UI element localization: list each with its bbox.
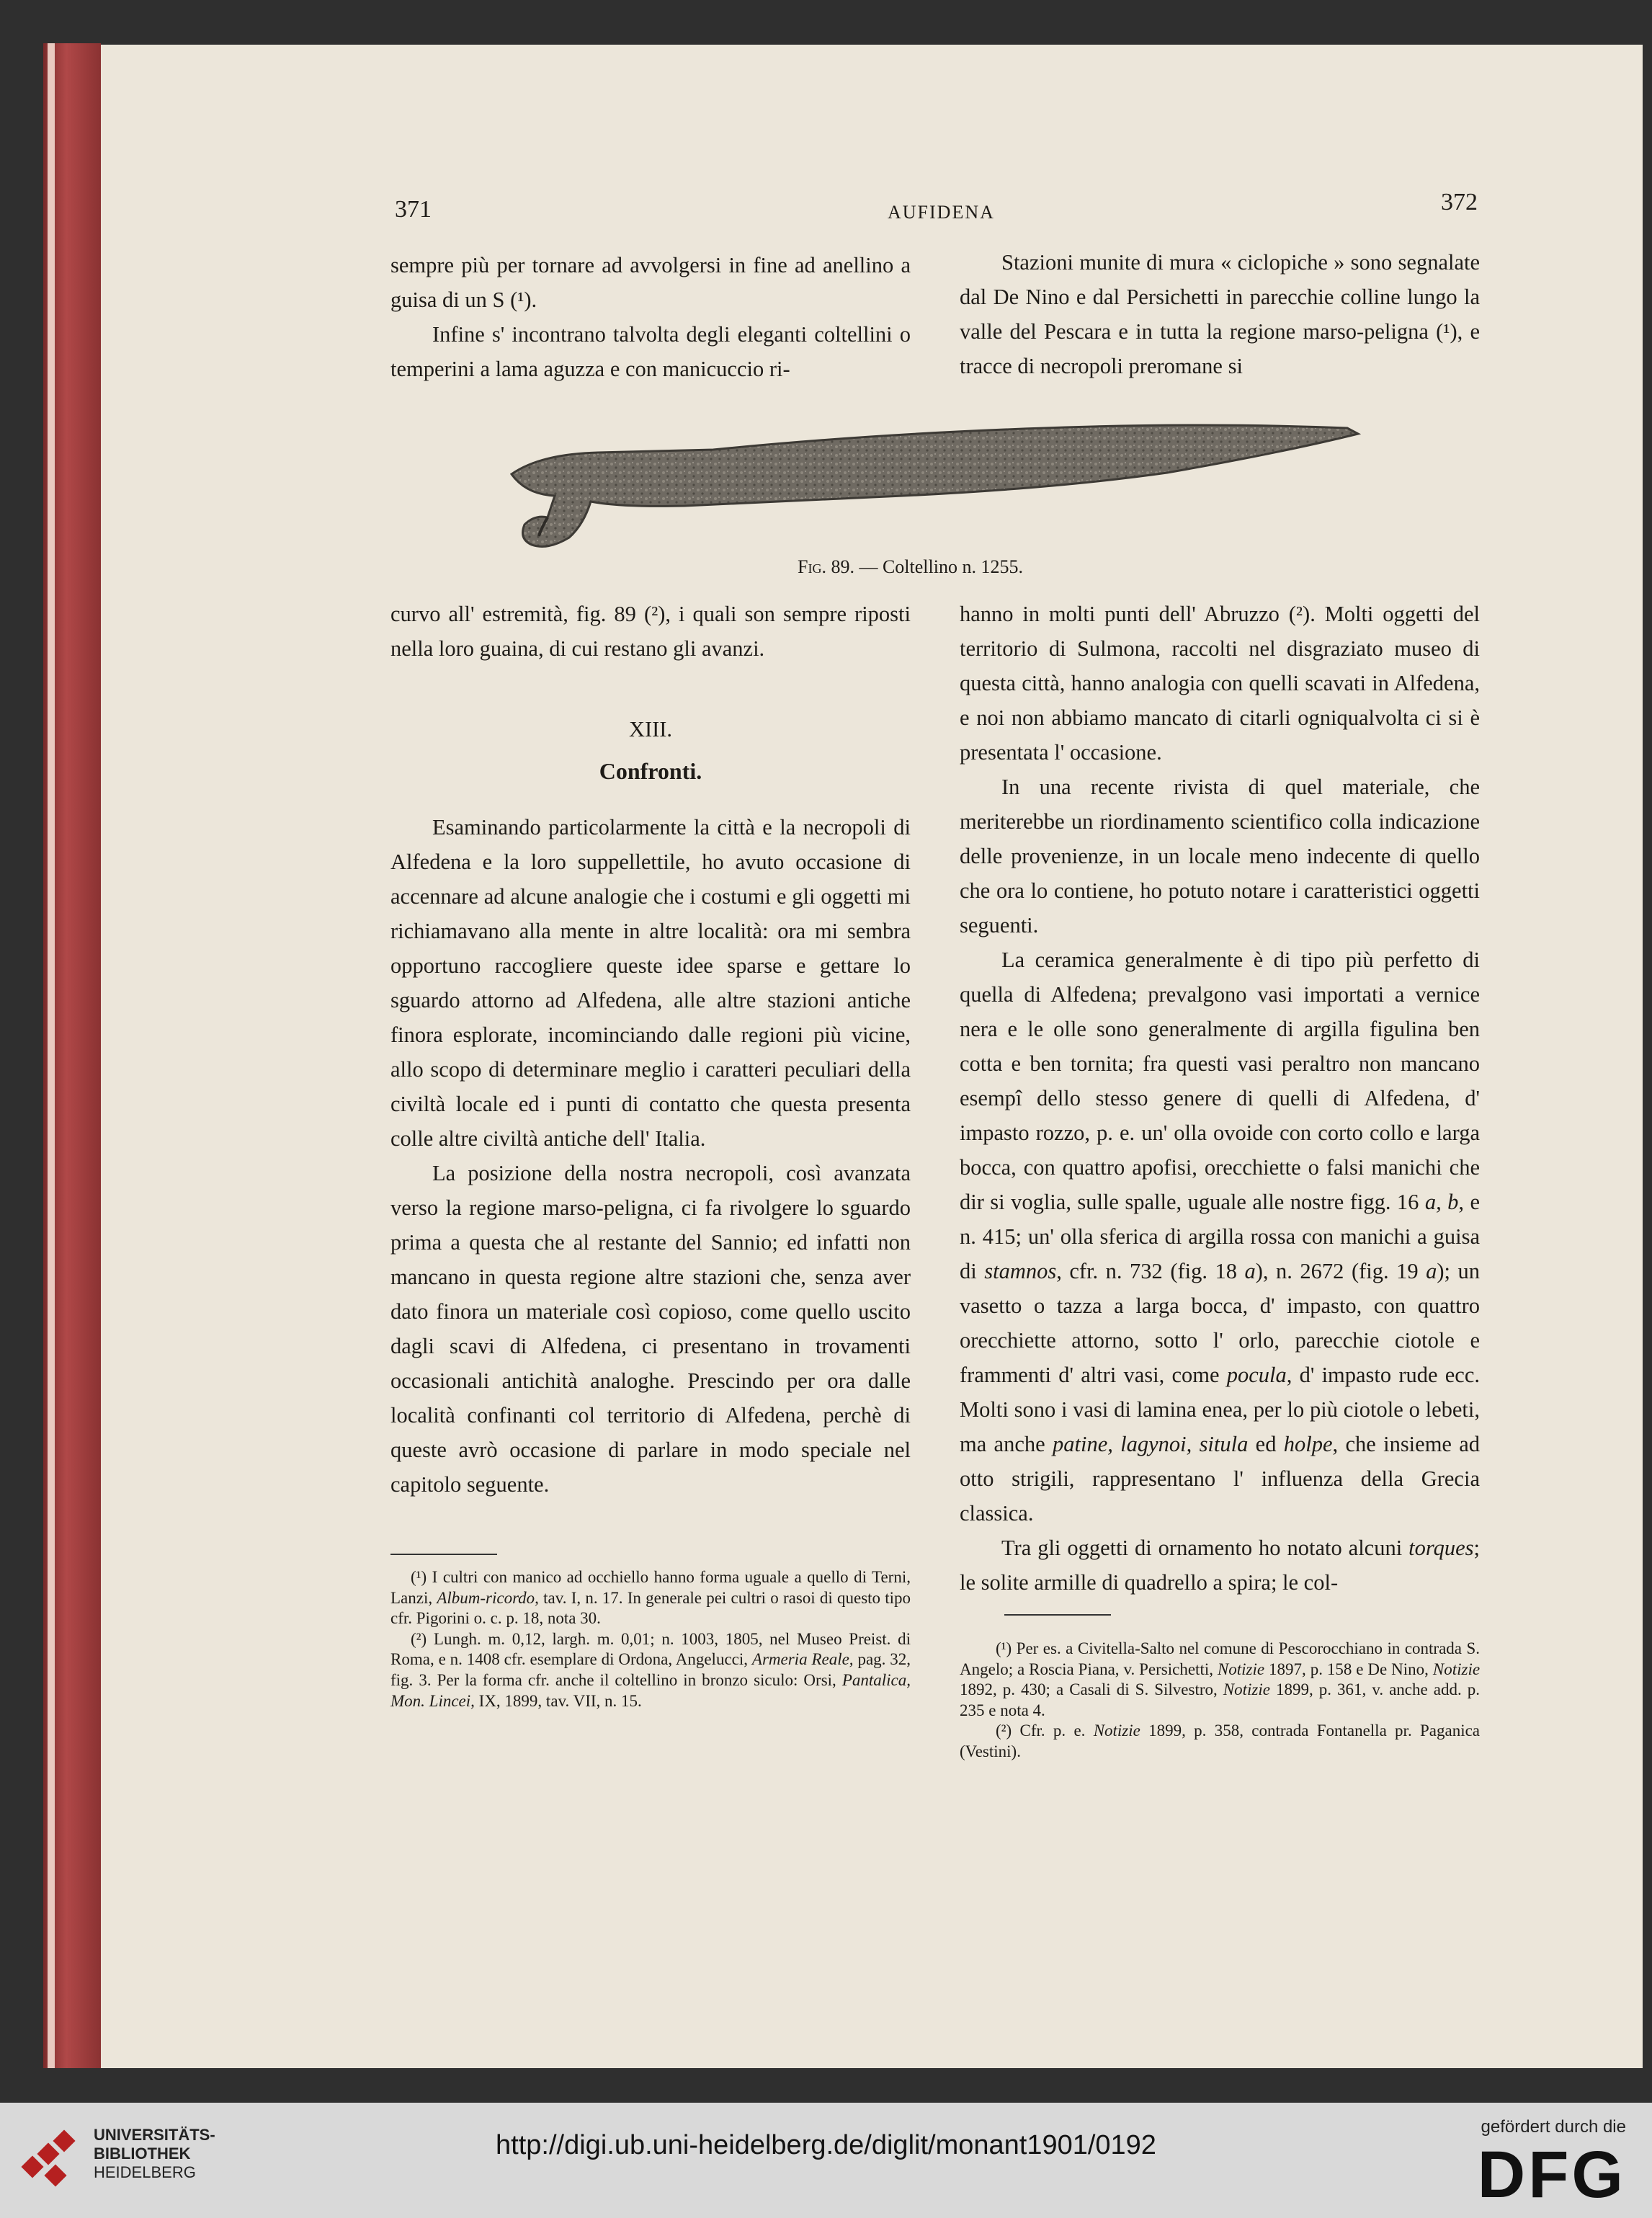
paragraph: La posizione della nostra necropoli, così avanzata verso la regione marso-peligna, ci fa rivolgere lo sguardo prima a questa che al restante del Sannio; ed infatti non mancano in questa regione altre stazioni che, senza aver dato finora un materiale così copioso, come quello uscito dagli scavi di Alfedena, ci presentano in trovamenti occasionali antichità analoghe. Prescindo per ora dalle località confinanti col territorio di Alfedena, perchè di queste avrò occasione di parlare in modo speciale nel capitolo seguente. [390, 1161, 911, 1497]
footnote: (²) Lungh. m. 0,12, largh. m. 0,01; n. 1003, 1805, nel Museo Preist. di Roma, e n. 1408 cfr. esemplare di Ordona, Angelucci, Armeria Reale, pag. 32, fig. 3. Per la forma cfr. anche il coltellino in bronzo siculo: Orsi, Pantalica, Mon. Lincei, IX, 1899, tav. VII, n. 15. [390, 1629, 911, 1710]
footnote: (²) Cfr. p. e. Notizie 1899, p. 358, contrada Fontanella pr. Paganica (Vestini). [960, 1722, 1480, 1760]
figure-label: Fig. 89. [798, 556, 854, 577]
footnote-rule-right [1004, 1614, 1111, 1616]
paragraph: Esaminando particolarmente la città e la necropoli di Alfedena e la loro suppellettile, ho avuto occasione di accennare ad alcune analogie che i costumi e gli oggetti mi richiamavano alla mente in altre località: ora mi sembra opportuno raccogliere queste idee sparse e gettare lo sguardo attorno ad Alfedena, alle altre stazioni antiche finora esplorate, incominciando dalle regioni più vicine, allo scopo di determinare meglio i caratteri peculiari della civiltà locale ed i punti di contatto che questa presenta colle altre civiltà antiche dell' Italia. [390, 815, 911, 1151]
funding-label: gefördert durch die [1481, 2117, 1626, 2137]
right-column-bottom [960, 597, 1480, 1600]
section-number: XIII. [628, 717, 673, 741]
paragraph: Stazioni munite di mura « ciclopiche » sono segnalate dal De Nino e dal Persichetti in parecchie colline lungo la valle del Pescara e in tutta la regione marso-peligna (¹), e tracce di necropoli preromane si [960, 250, 1480, 378]
right-column-top [960, 245, 1480, 383]
paragraph: La ceramica generalmente è di tipo più perfetto di quella di Alfedena; prevalgono vasi importati a vernice nera e le olle sono generalmente di argilla figulina ben cotta e ben tornita; fra questi vasi peraltro non mancano esempî dello stesso genere di quelli di Alfedena, d' impasto rozzo, p. e. un' olla ovoide con corto collo e larga bocca, con quattro apofisi, orecchiette o falsi manichi che dir si voglia, sulle spalle, uguale alle nostre figg. 16 a, b, e n. 415; un' olla sferica di argilla rossa con manichi a guisa di stamnos, cfr. n. 732 (fig. 18 a), n. 2672 (fig. 19 a); un vasetto o tazza a larga bocca, d' impasto, con quattro orecchiette attorno, sotto l' orlo, parecchie ciotole e frammenti d' altri vasi, come pocula, d' impasto rude ecc. Molti sono i vasi di lamina enea, per lo più ciotole o lebeti, ma anche patine, lagynoi, situla ed holpe, che insieme ad otto strigili, rappresentano l' influenza della Grecia classica. [960, 948, 1481, 1526]
left-column-bottom [390, 597, 911, 1502]
left-page-number: 371 [395, 196, 432, 223]
knife-figure [497, 409, 1362, 561]
knife-blade [512, 425, 1358, 546]
footnotes-left [390, 1567, 911, 1711]
section-title: Confronti. [599, 758, 702, 784]
permalink-url[interactable]: http://digi.ub.uni-heidelberg.de/diglit/monant1901/0192 [496, 2130, 1156, 2160]
dfg-logo[interactable]: DFG [1477, 2138, 1626, 2212]
left-column-top [390, 248, 911, 386]
paragraph: In una recente rivista di quel materiale, che meriterebbe un riordinamento scientifico colla indicazione delle provenienze, in un locale meno indecente di quello che ora lo contiene, ho potuto notare i caratteristici oggetti seguenti. [960, 775, 1480, 937]
paragraph: sempre più per tornare ad avvolgersi in fine ad anellino a guisa di un S (¹). [390, 253, 911, 312]
paragraph: hanno in molti punti dell' Abruzzo (²). Molti oggetti del territorio di Sulmona, raccolti nel disgraziato museo di questa città, hanno analogia con quelli scavati in Alfedena, e noi non abbiamo mancato di citarli ogniqualvolta ci si è presentata l' occasione. [960, 602, 1480, 765]
footnote-rule-left [390, 1554, 497, 1555]
paragraph: curvo all' estremità, fig. 89 (²), i quali son sempre riposti nella loro guaina, di cui restano gli avanzi. [390, 602, 911, 661]
running-title: AUFIDENA [888, 202, 995, 223]
footnote: (¹) I cultri con manico ad occhiello hanno forma uguale a quello di Terni, Lanzi, Album-ricordo, tav. I, n. 17. In generale pei cultri o rasoi di questo tipo cfr. Pigorini o. c. p. 18, nota 30. [390, 1568, 911, 1628]
paragraph: Infine s' incontrano talvolta degli eleganti coltellini o temperini a lama aguzza e con manicuccio ri- [390, 322, 911, 381]
library-name[interactable]: UNIVERSITÄTS- BIBLIOTHEK HEIDELBERG [94, 2126, 215, 2181]
footnotes-right [960, 1639, 1480, 1763]
figure-caption-text: — Coltellino n. 1255. [859, 556, 1023, 577]
figure-caption [798, 556, 1023, 578]
footnote: (¹) Per es. a Civitella-Salto nel comune di Pescorocchiano in contrada S. Angelo; a Roscia Piana, v. Persichetti, Notizie 1897, p. 158 e De Nino, Notizie 1892, p. 430; a Casali di S. Silvestro, Notizie 1899, p. 361, v. anche add. p. 235 e nota 4. [960, 1639, 1481, 1719]
right-page-number: 372 [1441, 189, 1478, 215]
paragraph: Tra gli oggetti di ornamento ho notato alcuni torques; le solite armille di quadrello a spira; le col- [960, 1536, 1480, 1595]
book-spine-edge [48, 43, 55, 2068]
